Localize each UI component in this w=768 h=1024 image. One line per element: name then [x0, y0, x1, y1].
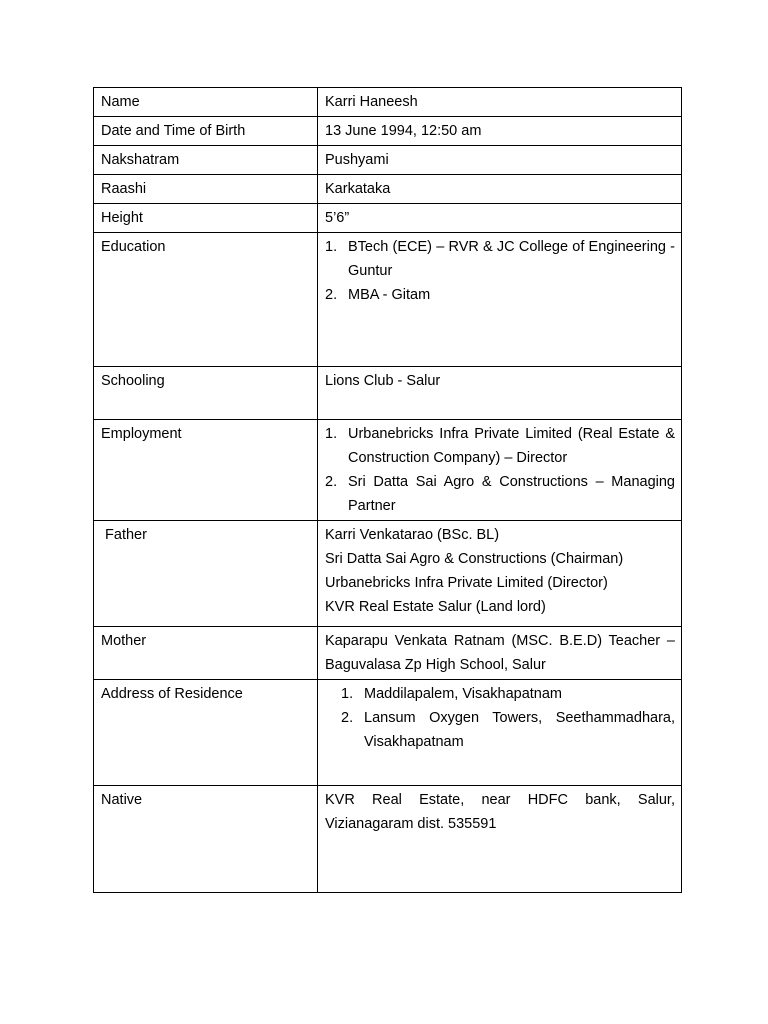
row-label-birth: Date and Time of Birth	[94, 117, 318, 146]
row-value-education	[318, 233, 682, 367]
row-label-native: Native	[94, 786, 318, 893]
row-label-employment: Employment	[94, 420, 318, 521]
table-row	[94, 175, 682, 204]
father-line: Urbanebricks Infra Private Limited (Director)	[325, 575, 608, 591]
education-list	[325, 235, 675, 307]
list-item-text: Lansum Oxygen Towers, Seethammadhara, Visakhapatnam	[364, 710, 675, 750]
table-row	[94, 117, 682, 146]
row-label-mother: Mother	[94, 627, 318, 680]
table-row	[94, 204, 682, 233]
row-label-raashi: Raashi	[94, 175, 318, 204]
row-value-height: 5’6”	[318, 204, 682, 233]
row-value-name: Karri Haneesh	[318, 88, 682, 117]
biodata-table	[93, 87, 682, 893]
list-number: 2.	[325, 474, 338, 490]
table-row	[94, 627, 682, 680]
table-row	[94, 420, 682, 521]
list-item	[325, 283, 675, 307]
list-item-text: Urbanebricks Infra Private Limited (Real Estate & Construction Company) – Director	[348, 426, 675, 466]
table-row	[94, 233, 682, 367]
list-item-text: BTech (ECE) – RVR & JC College of Engineering - Guntur	[348, 239, 675, 279]
row-value-birth: 13 June 1994, 12:50 am	[318, 117, 682, 146]
table-row	[94, 367, 682, 420]
row-label-name: Name	[94, 88, 318, 117]
list-number: 2.	[341, 710, 354, 726]
list-item-text: MBA - Gitam	[348, 287, 431, 303]
row-label-nakshatram: Nakshatram	[94, 146, 318, 175]
list-item	[341, 706, 675, 754]
list-item	[341, 682, 675, 706]
list-number: 1.	[325, 426, 338, 442]
list-number: 1.	[325, 239, 338, 255]
list-item	[325, 422, 675, 470]
row-value-employment	[318, 420, 682, 521]
row-value-raashi: Karkataka	[318, 175, 682, 204]
address-list	[325, 682, 675, 754]
father-line: Sri Datta Sai Agro & Constructions (Chairman)	[325, 551, 624, 567]
list-item	[325, 235, 675, 283]
row-label-schooling: Schooling	[94, 367, 318, 420]
row-value-nakshatram: Pushyami	[318, 146, 682, 175]
table-row	[94, 521, 682, 627]
row-value-schooling: Lions Club - Salur	[318, 367, 682, 420]
father-line: KVR Real Estate Salur (Land lord)	[325, 599, 546, 615]
list-item-text: Sri Datta Sai Agro & Constructions – Managing Partner	[348, 474, 675, 514]
row-label-father: Father	[94, 521, 318, 627]
row-value-mother: Kaparapu Venkata Ratnam (MSC. B.E.D) Teacher – Baguvalasa Zp High School, Salur	[318, 627, 682, 680]
table-row	[94, 680, 682, 786]
row-value-father	[318, 521, 682, 627]
list-number: 2.	[325, 287, 338, 303]
row-value-native: KVR Real Estate, near HDFC bank, Salur, Vizianagaram dist. 535591	[318, 786, 682, 893]
list-item-text: Maddilapalem, Visakhapatnam	[364, 686, 563, 702]
table-row	[94, 146, 682, 175]
employment-list	[325, 422, 675, 518]
row-label-education: Education	[94, 233, 318, 367]
father-line: Karri Venkatarao (BSc. BL)	[325, 527, 500, 543]
row-value-address	[318, 680, 682, 786]
row-label-address: Address of Residence	[94, 680, 318, 786]
table-row	[94, 786, 682, 893]
table-row	[94, 88, 682, 117]
list-number: 1.	[341, 686, 354, 702]
row-label-height: Height	[94, 204, 318, 233]
list-item	[325, 470, 675, 518]
